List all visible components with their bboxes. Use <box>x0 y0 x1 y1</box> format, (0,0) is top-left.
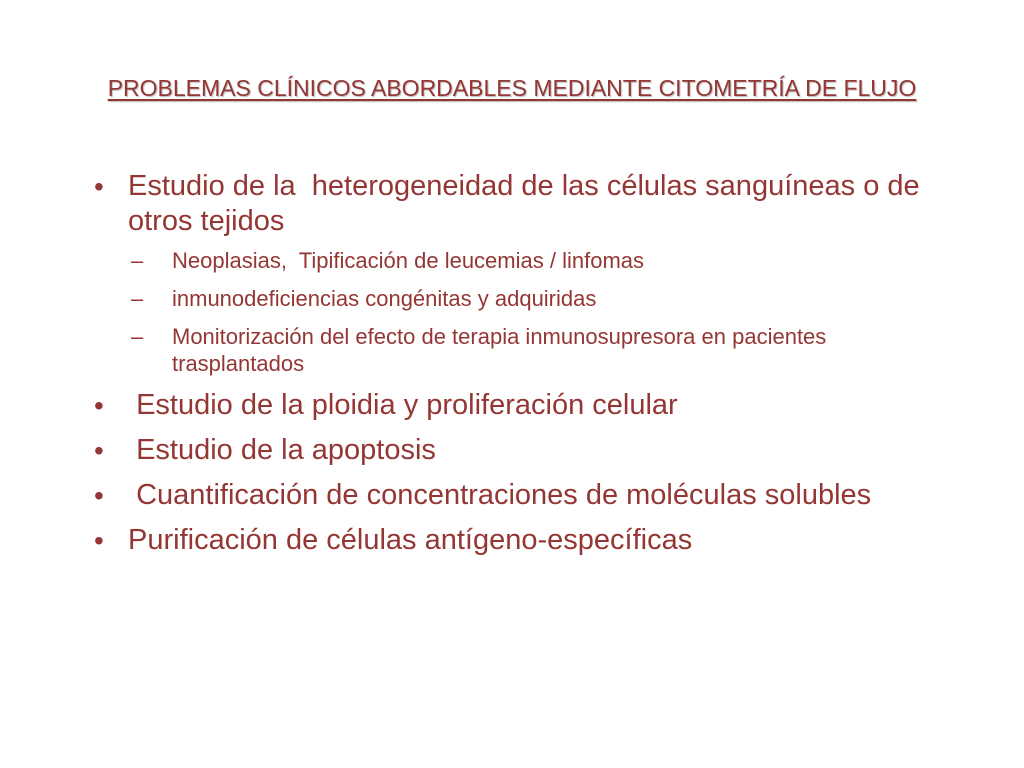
slide-content <box>0 169 1024 729</box>
bullet-dot-icon: • <box>94 171 104 202</box>
dash-icon: – <box>131 248 144 273</box>
bullet-dot-icon: • <box>94 390 104 421</box>
dash-icon: – <box>131 324 144 349</box>
bullet-item <box>0 478 1024 513</box>
sub-bullet-item <box>0 323 964 377</box>
sub-bullet-list <box>0 247 964 377</box>
bullet-list <box>0 169 1024 558</box>
bullet-text: Estudio de la heterogeneidad de las células sanguíneas o de otros tejidos <box>128 170 928 237</box>
bullet-text: Purificación de células antígeno-específicas <box>128 524 693 556</box>
bullet-text: Estudio de la apoptosis <box>128 434 436 466</box>
bullet-item <box>0 388 1024 423</box>
bullet-dot-icon: • <box>94 435 104 466</box>
dash-icon: – <box>131 286 144 311</box>
sub-bullet-text: Neoplasias, Tipificación de leucemias / linfomas <box>172 248 645 273</box>
sub-bullet-text: inmunodeficiencias congénitas y adquiridas <box>172 286 597 311</box>
sub-bullet-item <box>0 247 964 274</box>
bullet-text: Estudio de la ploidia y proliferación celular <box>128 389 678 421</box>
slide-title: PROBLEMAS CLÍNICOS ABORDABLES MEDIANTE CITOMETRÍA DE FLUJO <box>107 75 917 101</box>
bullet-dot-icon: • <box>94 480 104 511</box>
sub-bullet-item <box>0 285 964 312</box>
bullet-item <box>0 523 1024 558</box>
bullet-text: Cuantificación de concentraciones de moléculas solubles <box>128 479 872 511</box>
bullet-item <box>0 433 1024 468</box>
bullet-item <box>0 169 1024 377</box>
sub-bullet-text: Monitorización del efecto de terapia inmunosupresora en pacientes trasplantados <box>172 324 827 376</box>
bullet-dot-icon: • <box>94 525 104 556</box>
